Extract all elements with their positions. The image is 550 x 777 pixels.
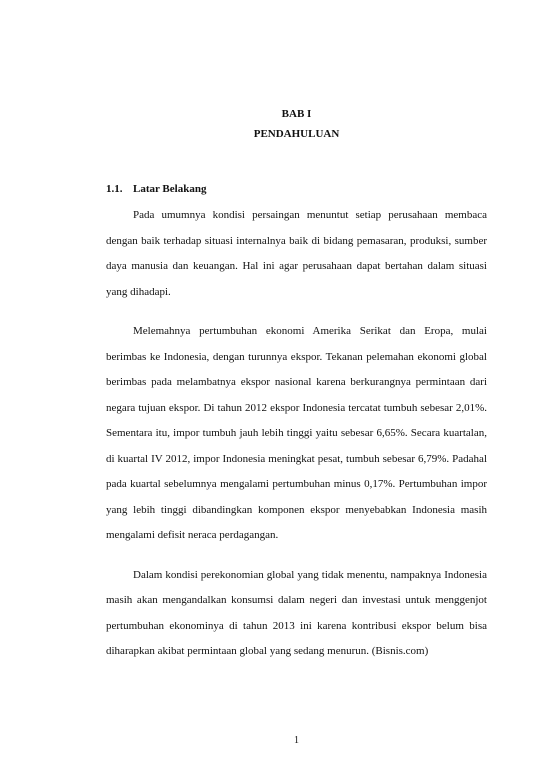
section-heading	[106, 182, 206, 196]
paragraph-3: Dalam kondisi perekonomian global yang tidak menentu, nampaknya Indonesia masih akan mengandalkan konsumsi dalam negeri dan investasi untuk menggenjot pertumbuhan ekonominya di tahun 2013 ini karena kontribusi ekspor belum bisa diharapkan akibat permintaan global yang sedang menurun. (Bisnis.com)	[106, 568, 487, 657]
chapter-number: BAB I	[281, 108, 312, 120]
paragraph-1: Pada umumnya kondisi persaingan menuntut setiap perusahaan membaca dengan baik terhadap situasi internalnya baik di bidang pemasaran, produksi, sumber daya manusia dan keuangan. Hal ini agar perusahaan dapat bertahan dalam situasi yang dihadapi.	[106, 209, 487, 298]
page-number: 1	[294, 735, 299, 746]
section-number: 1.1.	[106, 183, 123, 195]
section-title: Latar Belakang	[133, 183, 207, 195]
body-text	[106, 203, 487, 679]
paragraph-2: Melemahnya pertumbuhan ekonomi Amerika Serikat dan Eropa, mulai berimbas ke Indonesia, dengan turunnya ekspor. Tekanan pelemahan ekonomi global berimbas pada melambatnya ekspor nasional karena berkurangnya permintaan dari negara tujuan ekspor. Di tahun 2012 ekspor Indonesia tercatat tumbuh sebesar 2,01%. Sementara itu, impor tumbuh jauh lebih tinggi yaitu sebesar 6,65%. Secara kuartalan, di kuartal IV 2012, impor Indonesia meningkat pesat, tumbuh sebesar 6,79%. Padahal pada kuartal sebelumnya mengalami pertumbuhan minus 0,17%. Pertumbuhan impor yang lebih tinggi dibandingkan komponen ekspor menyebabkan Indonesia masih mengalami defisit neraca perdagangan.	[106, 325, 487, 541]
chapter-title: PENDAHULUAN	[253, 128, 340, 140]
